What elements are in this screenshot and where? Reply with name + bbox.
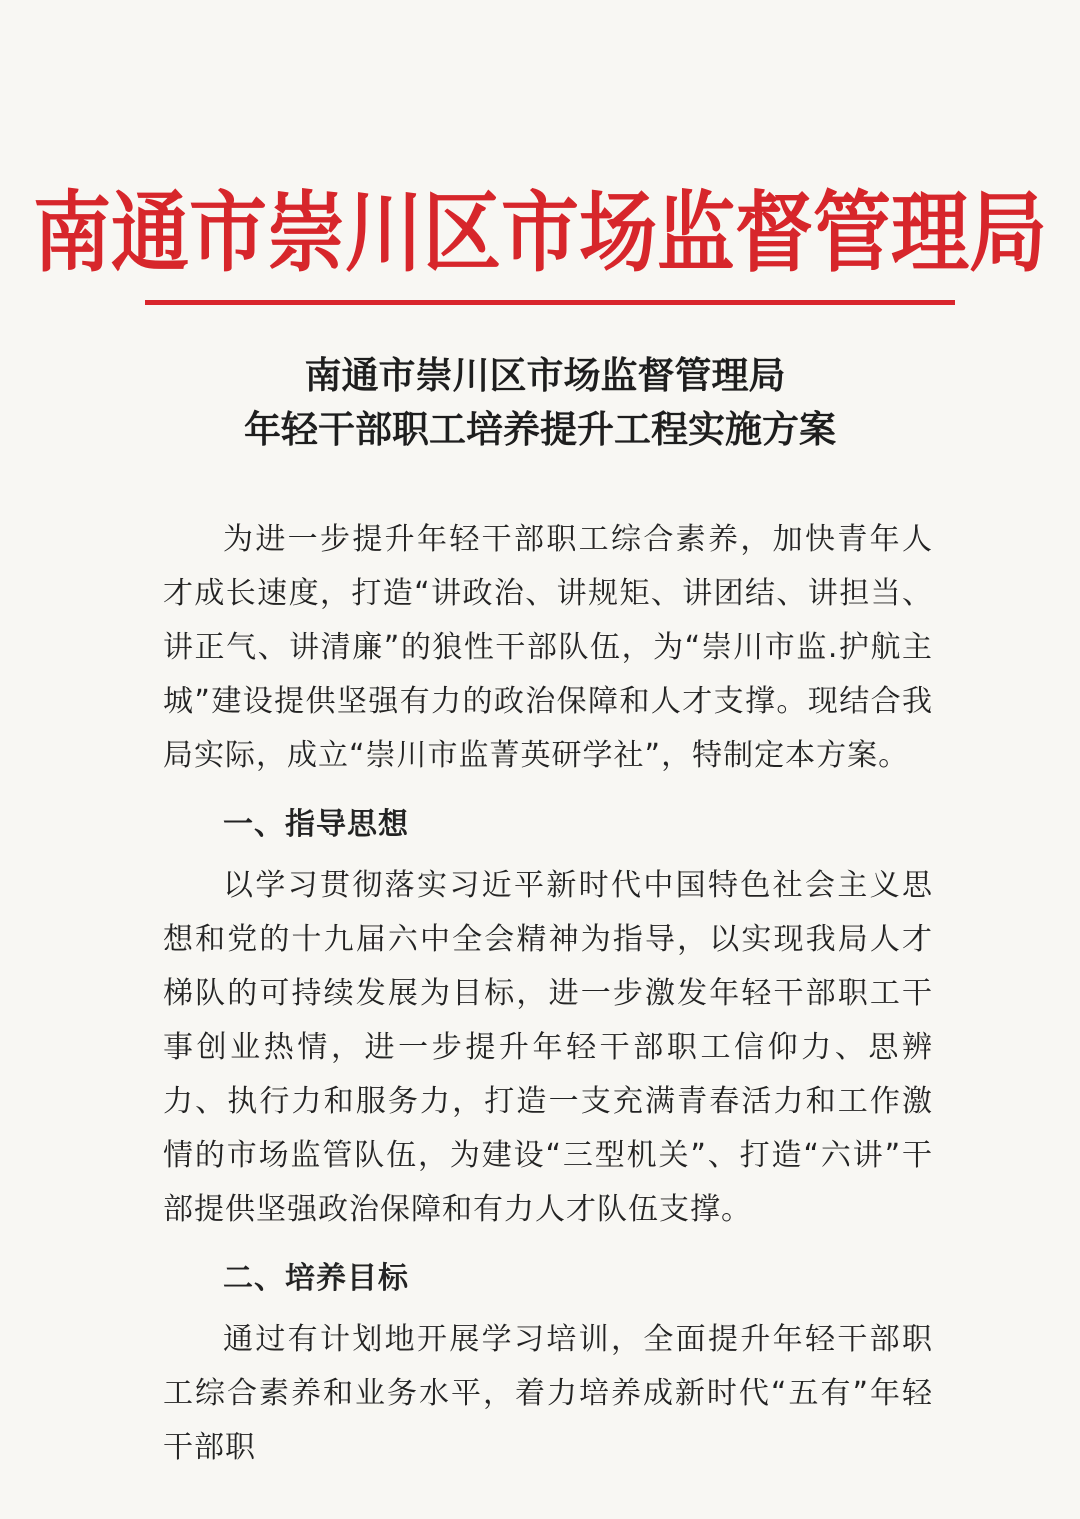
red-divider-line [145, 300, 955, 305]
intro-paragraph: 为进一步提升年轻干部职工综合素养，加快青年人才成长速度，打造“讲政治、讲规矩、讲团结、讲担当、讲正气、讲清廉”的狼性干部队伍，为“崇川市监.护航主城”建设提供坚强有力的政治保障和人才支撑。现结合我局实际，成立“崇川市监菁英研学社”，特制定本方案。 [163, 522, 933, 773]
section-paragraph-1: 以学习贯彻落实习近平新时代中国特色社会主义思想和党的十九届六中全会精神为指导，以实现我局人才梯队的可持续发展为目标，进一步激发年轻干部职工干事创业热情，进一步提升年轻干部职工信仰力、思辨力、执行力和服务力，打造一支充满青春活力和工作激情的市场监管队伍，为建设“三型机关”、打造“六讲”干部提供坚强政治保障和有力人才队伍支撑。 [163, 868, 933, 1227]
section-heading-2: 二、培养目标 [223, 1261, 409, 1296]
document-body [163, 513, 933, 1475]
section-heading-1: 一、指导思想 [223, 807, 409, 842]
spacer [163, 783, 933, 791]
document-title [0, 348, 1080, 456]
org-header: 南通市崇川区市场监督管理局 [32, 182, 1047, 285]
spacer [163, 1237, 933, 1245]
title-line-2: 年轻干部职工培养提升工程实施方案 [244, 407, 836, 451]
section-paragraph-2: 通过有计划地开展学习培训，全面提升年轻干部职工综合素养和业务水平，着力培养成新时代“五有”年轻干部职 [163, 1322, 933, 1465]
title-line-1: 南通市崇川区市场监督管理局 [304, 353, 786, 397]
